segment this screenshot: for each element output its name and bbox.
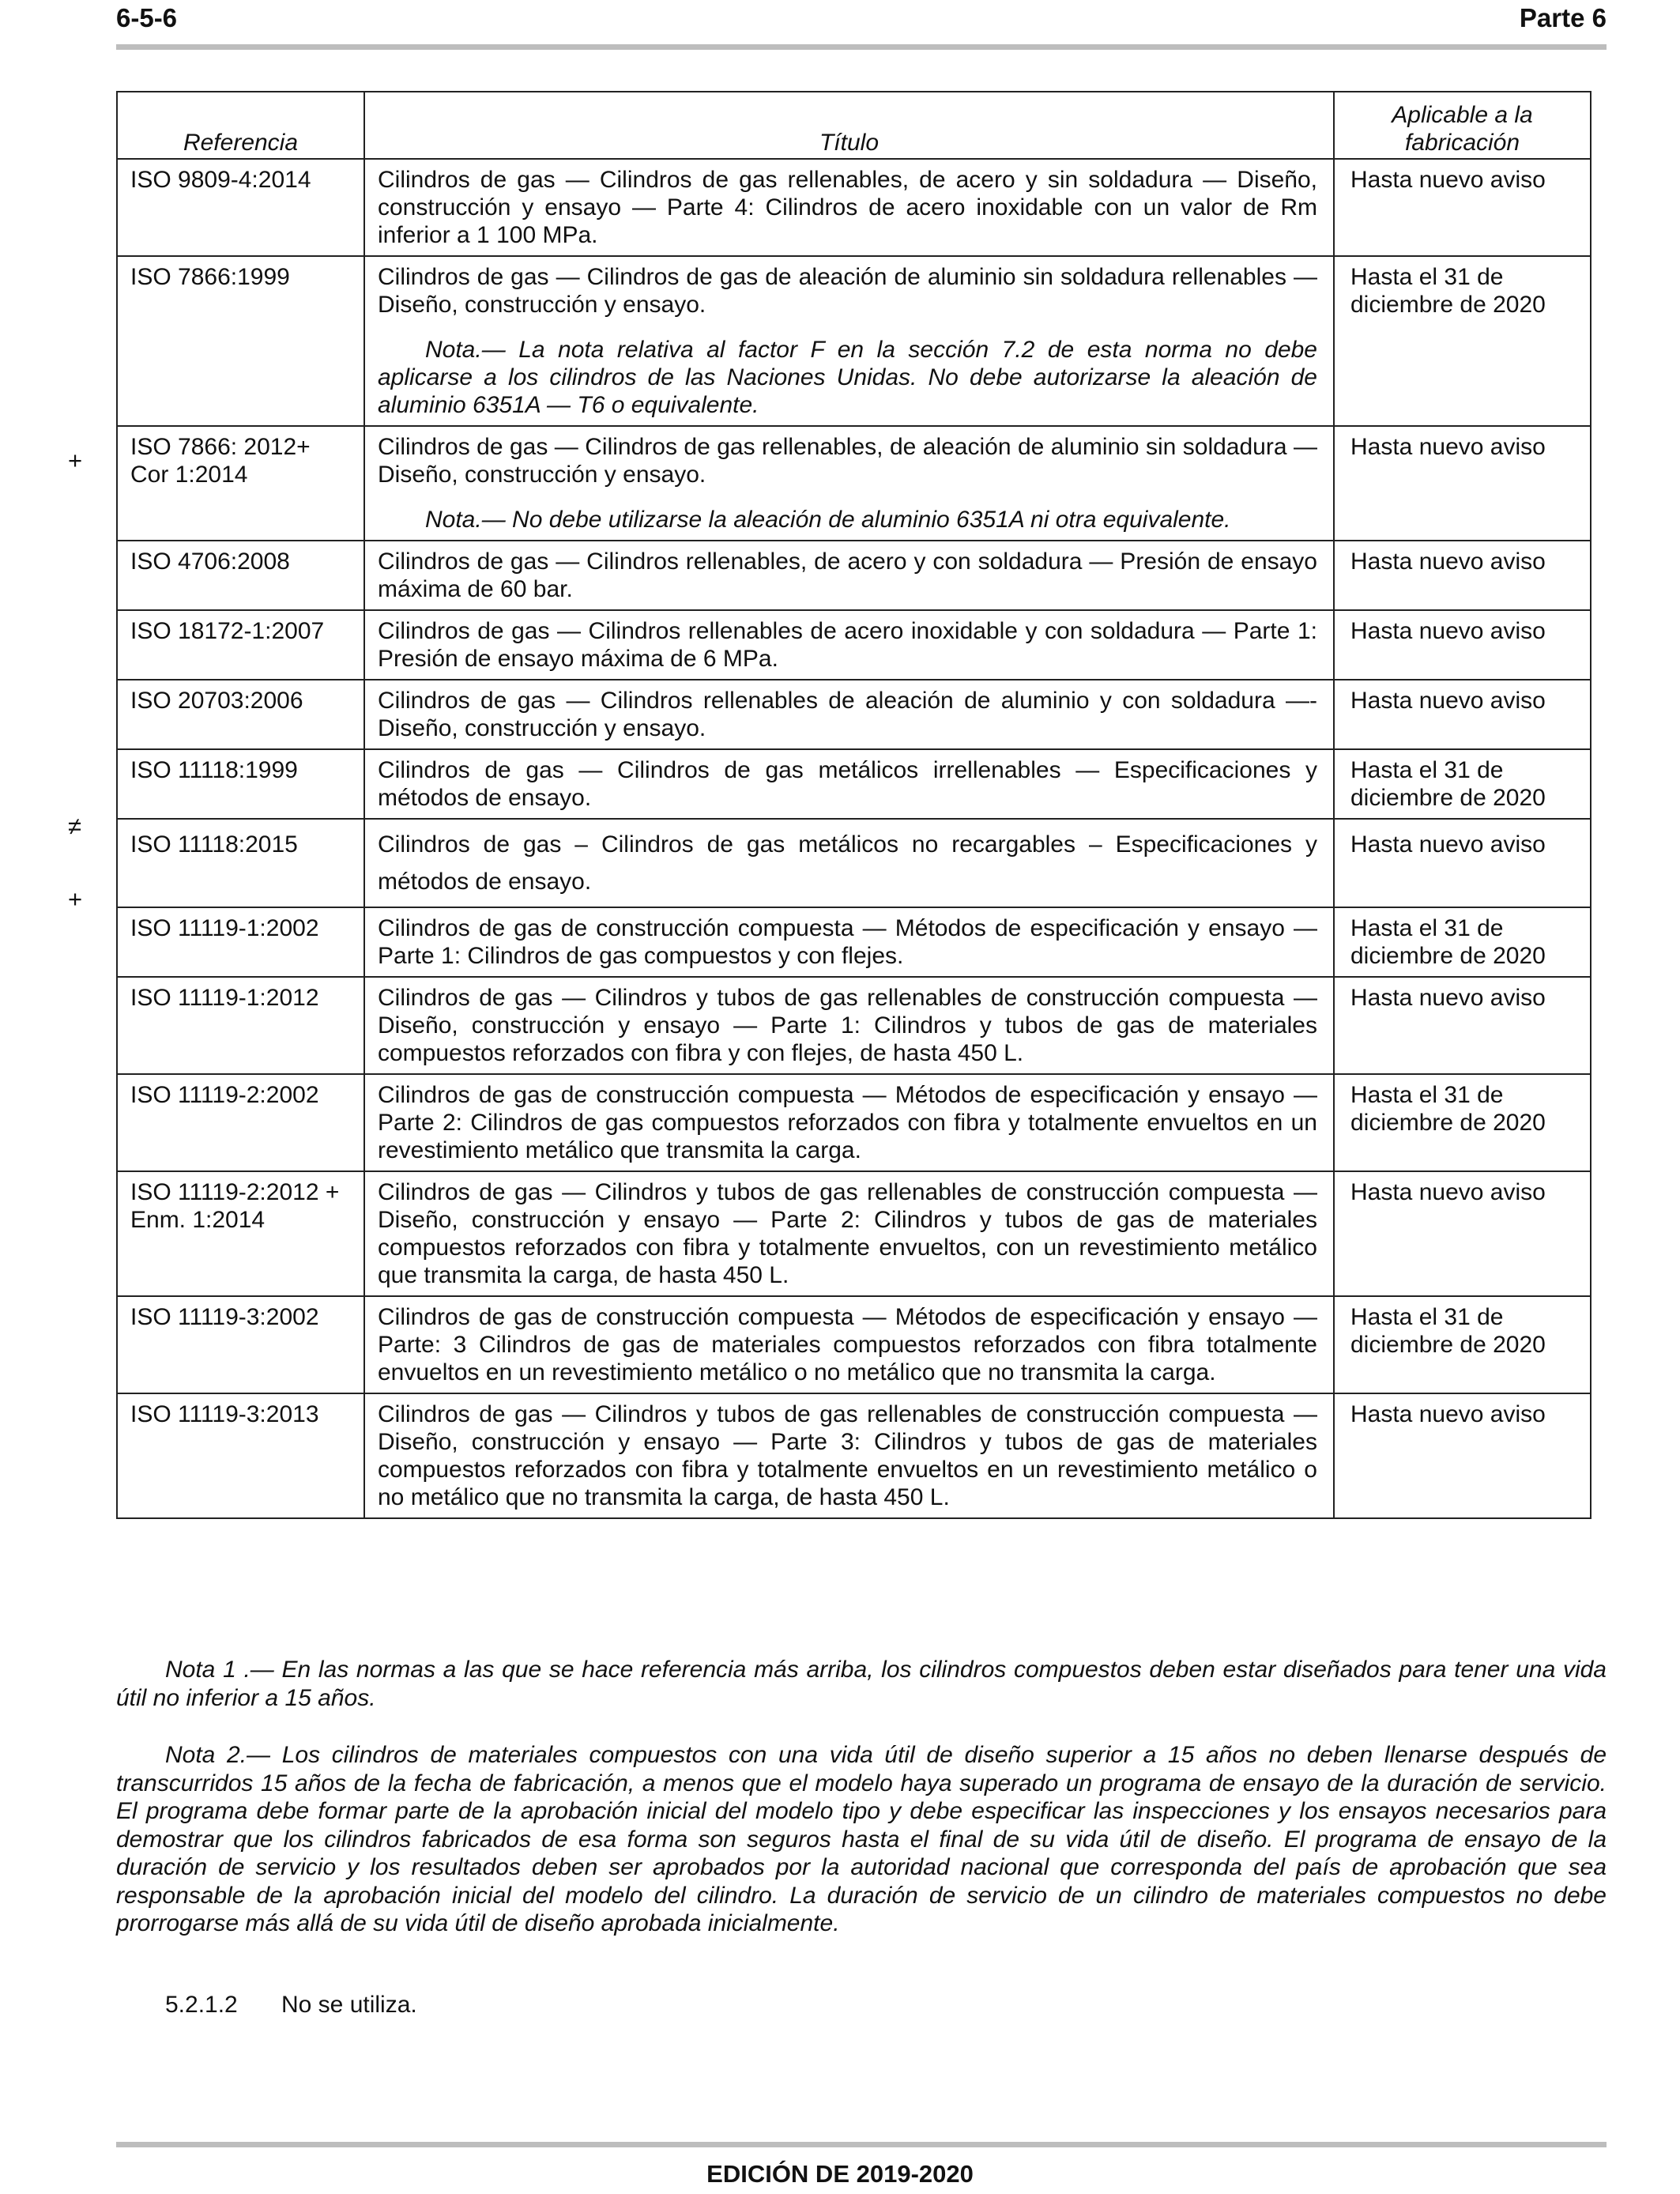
revision-mark: ≠: [68, 812, 82, 840]
applicable-cell: Hasta nuevo aviso: [1334, 1393, 1591, 1518]
reference-cell: ISO 11119-1:2002: [117, 907, 364, 977]
note-2-text: Nota 2.— Los cilindros de materiales compuestos con una vida útil de diseño superior a 15 años no deben llenarse después de transcurridos 15 años de la fecha de fabricación, a menos que el modelo haya superado un programa de ensayo de la duración de servicio. El programa debe formar parte de la aprobación inicial del modelo tipo y debe especificar las inspecciones y los ensayos necesarios para demostrar que los cilindros fabricados de esa forma son seguros hasta el final de su vida útil de diseño. El programa de ensayo de la duración de servicio y los resultados deben ser aprobados por la autoridad nacional que corresponda del país de aprobación que sea responsable de la aprobación inicial del modelo del cilindro. La duración de servicio de un cilindro de materiales compuestos no debe prorrogarse más allá de su vida útil de diseño aprobada inicialmente.: [116, 1742, 1607, 1936]
title-cell: Cilindros de gas — Cilindros y tubos de gas rellenables de construcción compuesta — Diseño, construcción y ensayo — Parte 1: Cilindros y tubos de gas de materiales compuestos reforzados con fibra y con flejes, de hasta 450 L.: [364, 977, 1334, 1074]
reference-cell: ISO 18172-1:2007: [117, 610, 364, 680]
applicable-cell: Hasta nuevo aviso: [1334, 541, 1591, 610]
title-cell: Cilindros de gas — Cilindros rellenables, de acero y con soldadura — Presión de ensayo máxima de 60 bar.: [364, 541, 1334, 610]
title-cell: Cilindros de gas — Cilindros de gas rellenables, de acero y sin soldadura — Diseño, construcción y ensayo — Parte 4: Cilindros de acero inoxidable con un valor de Rm inferior a 1 100 MPa.: [364, 159, 1334, 256]
title-cell: Cilindros de gas — Cilindros y tubos de gas rellenables de construcción compuesta — Diseño, construcción y ensayo — Parte 2: Cilindros y tubos de gas de materiales compuestos reforzados con fibra y totalmente envueltos, con un revestimiento metálico que transmita la carga, de hasta 450 L.: [364, 1171, 1334, 1296]
applicable-cell: Hasta nuevo aviso: [1334, 426, 1591, 541]
applicable-cell: Hasta el 31 de diciembre de 2020: [1334, 256, 1591, 426]
subsection-number: 5.2.1.2: [165, 1992, 238, 2018]
applicable-cell: Hasta nuevo aviso: [1334, 819, 1591, 907]
reference-cell: ISO 11119-1:2012: [117, 977, 364, 1074]
table-header-row: [117, 92, 1591, 159]
table-row: [117, 1296, 1591, 1393]
row-note-text: Nota.— No debe utilizarse la aleación de aluminio 6351A ni otra equivalente.: [425, 507, 1231, 533]
applicable-cell: Hasta el 31 de diciembre de 2020: [1334, 749, 1591, 819]
title-cell: Cilindros de gas — Cilindros rellenables de acero inoxidable y con soldadura — Parte 1: Presión de ensayo máxima de 6 MPa.: [364, 610, 1334, 680]
table-row: [117, 907, 1591, 977]
reference-cell: ISO 11119-3:2002: [117, 1296, 364, 1393]
table-row: [117, 1393, 1591, 1518]
column-header-title: Título: [364, 92, 1334, 159]
table-row: [117, 426, 1591, 541]
edition-footer: EDICIÓN DE 2019-2020: [706, 2160, 974, 2188]
revision-mark: +: [68, 885, 83, 913]
applicable-cell: Hasta el 31 de diciembre de 2020: [1334, 1074, 1591, 1171]
table-row: [117, 541, 1591, 610]
title-cell: Cilindros de gas — Cilindros rellenables de aleación de aluminio y con soldadura —- Diseño, construcción y ensayo.: [364, 680, 1334, 749]
note-2: [116, 1741, 1607, 1938]
reference-cell: ISO 4706:2008: [117, 541, 364, 610]
table-row: [117, 610, 1591, 680]
revision-mark: +: [68, 447, 83, 474]
title-cell: Cilindros de gas de construcción compuesta — Métodos de especificación y ensayo — Parte 2: Cilindros de gas compuestos reforzados con fibra y totalmente envueltos en un revestimiento metálico que transmita la carga.: [364, 1074, 1334, 1171]
title-cell: [364, 256, 1334, 426]
table-row: [117, 680, 1591, 749]
reference-cell: ISO 20703:2006: [117, 680, 364, 749]
table-row: [117, 749, 1591, 819]
row-note-text: Nota.— La nota relativa al factor F en la sección 7.2 de esta norma no debe aplicarse a los cilindros de las Naciones Unidas. No debe autorizarse la aleación de aluminio 6351A — T6 o equivalente.: [378, 337, 1317, 418]
reference-cell: ISO 11118:1999: [117, 749, 364, 819]
applicable-cell: Hasta el 31 de diciembre de 2020: [1334, 907, 1591, 977]
title-cell: [364, 426, 1334, 541]
applicable-cell: Hasta nuevo aviso: [1334, 1171, 1591, 1296]
subsection: [165, 1992, 417, 2019]
applicable-cell: Hasta nuevo aviso: [1334, 680, 1591, 749]
title-text: Cilindros de gas — Cilindros de gas rellenables, de aleación de aluminio sin soldadura — Diseño, construcción y ensayo.: [378, 434, 1317, 488]
table-row: [117, 977, 1591, 1074]
title-cell: Cilindros de gas — Cilindros de gas metálicos irrellenables — Especificaciones y métodos de ensayo.: [364, 749, 1334, 819]
applicable-cell: Hasta nuevo aviso: [1334, 610, 1591, 680]
table-row: [117, 1171, 1591, 1296]
part-label: Parte 6: [1519, 3, 1607, 32]
title-cell: Cilindros de gas de construcción compuesta — Métodos de especificación y ensayo — Parte 1: Cilindros de gas compuestos y con flejes.: [364, 907, 1334, 977]
standards-table: [116, 91, 1591, 1519]
table-row: [117, 256, 1591, 426]
reference-cell: ISO 11119-2:2012 + Enm. 1:2014: [117, 1171, 364, 1296]
table-row: [117, 1074, 1591, 1171]
page-header: [116, 0, 1607, 35]
title-cell: Cilindros de gas – Cilindros de gas metálicos no recargables – Especificaciones y métodos de ensayo.: [364, 819, 1334, 907]
title-cell: Cilindros de gas de construcción compuesta — Métodos de especificación y ensayo — Parte: 3 Cilindros de gas de materiales compuestos reforzados con fibra totalmente envueltos en un revestimiento metálico o no metálico que no transmita la carga.: [364, 1296, 1334, 1393]
applicable-cell: Hasta nuevo aviso: [1334, 977, 1591, 1074]
applicable-cell: Hasta el 31 de diciembre de 2020: [1334, 1296, 1591, 1393]
column-header-reference: Referencia: [117, 92, 364, 159]
reference-cell: ISO 7866: 2012+ Cor 1:2014: [117, 426, 364, 541]
row-note: [378, 336, 1317, 419]
note-1: [116, 1656, 1607, 1712]
header-rule: [116, 44, 1607, 50]
reference-cell: ISO 7866:1999: [117, 256, 364, 426]
reference-cell: ISO 11119-2:2002: [117, 1074, 364, 1171]
title-cell: Cilindros de gas — Cilindros y tubos de gas rellenables de construcción compuesta — Diseño, construcción y ensayo — Parte 3: Cilindros y tubos de gas de materiales compuestos reforzados con fibra y totalmente envueltos en un revestimiento metálico o no metálico que no transmita la carga, de hasta 450 L.: [364, 1393, 1334, 1518]
reference-cell: ISO 9809-4:2014: [117, 159, 364, 256]
column-header-applicable: Aplicable a la fabricación: [1334, 92, 1591, 159]
row-note: [378, 506, 1317, 533]
title-text: Cilindros de gas — Cilindros de gas de aleación de aluminio sin soldadura rellenables — Diseño, construcción y ensayo.: [378, 264, 1317, 318]
reference-cell: ISO 11118:2015: [117, 819, 364, 907]
page-number: 6-5-6: [116, 3, 178, 32]
applicable-cell: Hasta nuevo aviso: [1334, 159, 1591, 256]
note-1-text: Nota 1 .— En las normas a las que se hace referencia más arriba, los cilindros compuestos deben estar diseñados para tener una vida útil no inferior a 15 años.: [116, 1657, 1607, 1711]
subsection-text: No se utiliza.: [281, 1992, 417, 2018]
reference-cell: ISO 11119-3:2013: [117, 1393, 364, 1518]
footer-rule: [116, 2142, 1607, 2147]
table-row: [117, 819, 1591, 907]
table-row: [117, 159, 1591, 256]
